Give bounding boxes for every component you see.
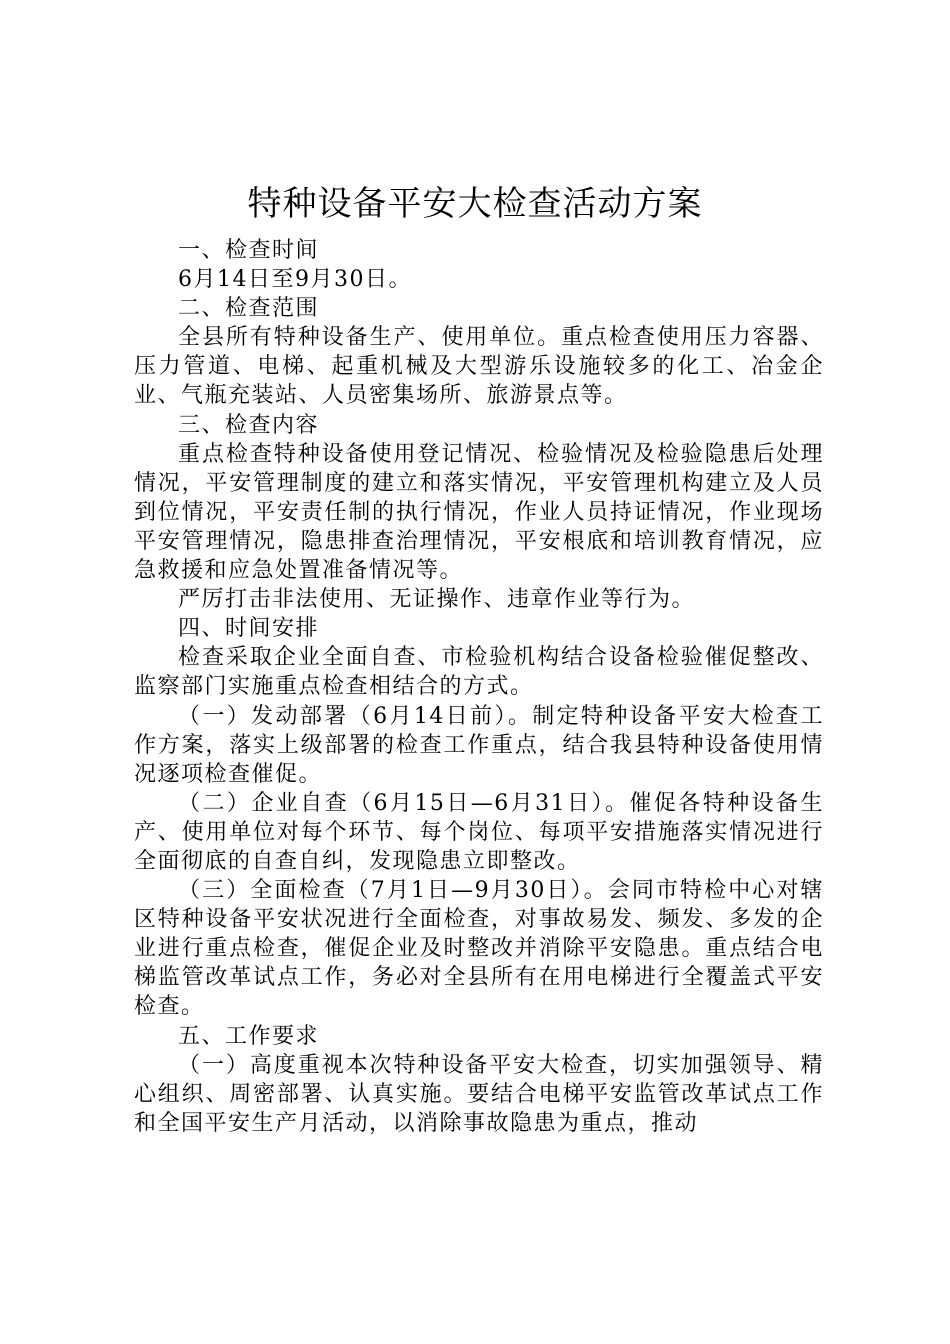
section-heading: 二、检查范围: [178, 296, 320, 322]
paragraph: （二）企业自查（6月15日—6月31日）。催促各特种设备生产、使用单位对每个环节、每个岗位、每项平安措施落实情况进行全面彻底的自查自纠，发现隐患立即整改。: [134, 790, 824, 874]
document-body: [134, 236, 824, 1138]
section-heading: 三、检查内容: [178, 412, 320, 438]
section-heading: 四、时间安排: [178, 616, 320, 642]
section-heading: 一、检查时间: [178, 238, 320, 263]
paragraph: （三）全面检查（7月1日—9月30日）。会同市特检中心对辖区特种设备平安状况进行全面检查，对事故易发、频发、多发的企业进行重点检查，催促企业及时整改并消除平安隐患。重点结合电梯监管改革试点工作，务必对全县所有在用电梯进行全覆盖式平安检查。: [134, 878, 824, 1020]
paragraph: 检查采取企业全面自查、市检验机构结合设备检验催促整改、监察部门实施重点检查相结合的方式。: [134, 645, 824, 700]
section-heading: 五、工作要求: [178, 1023, 320, 1049]
paragraph: 全县所有特种设备生产、使用单位。重点检查使用压力容器、压力管道、电梯、起重机械及大型游乐设施较多的化工、冶金企业、气瓶充装站、人员密集场所、旅游景点等。: [134, 325, 824, 409]
paragraph: 6月14日至9月30日。: [178, 267, 412, 293]
paragraph: 重点检查特种设备使用登记情况、检验情况及检验隐患后处理情况，平安管理制度的建立和落实情况，平安管理机构建立及人员到位情况，平安责任制的执行情况，作业人员持证情况，作业现场平安管理情况，隐患排查治理情况，平安根底和培训教育情况，应急救援和应急处置准备情况等。: [134, 441, 824, 584]
paragraph: 严厉打击非法使用、无证操作、违章作业等行为。: [178, 587, 696, 613]
document-title: 特种设备平安大检查活动方案: [247, 184, 703, 224]
paragraph: （一）高度重视本次特种设备平安大检查，切实加强领导、精心组织、周密部署、认真实施。要结合电梯平安监管改革试点工作和全国平安生产月活动，以消除事故隐患为重点，推动: [134, 1052, 824, 1136]
paragraph: （一）发动部署（6月14日前）。制定特种设备平安大检查工作方案，落实上级部署的检查工作重点，结合我县特种设备使用情况逐项检查催促。: [134, 703, 824, 787]
